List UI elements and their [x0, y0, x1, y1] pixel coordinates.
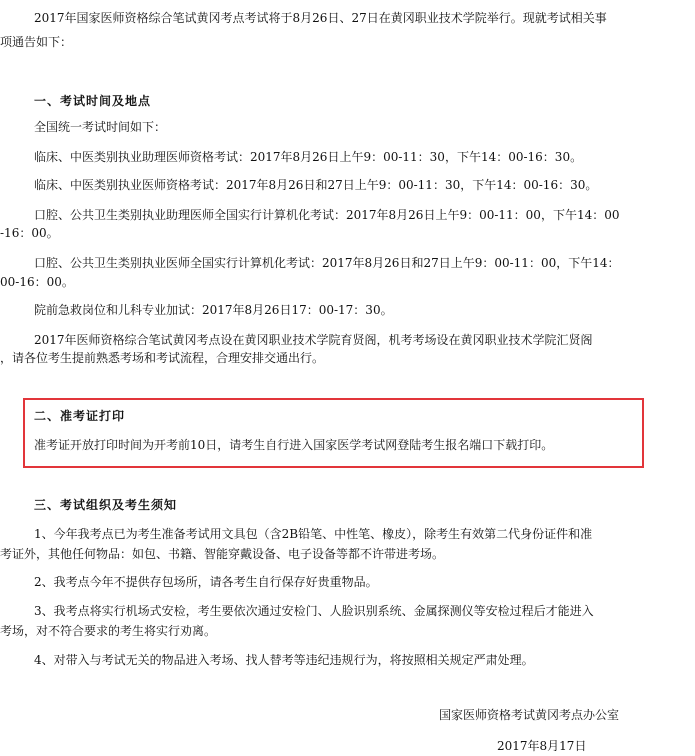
- signature-org: 国家医师资格考试黄冈考点办公室: [439, 708, 620, 722]
- section-2-heading: 二、准考证打印: [34, 409, 126, 423]
- section-3-item-1-line-2: 考证外，其他任何物品：如包、书籍、智能穿戴设备、电子设备等都不许带进考场。: [0, 547, 445, 561]
- section-1-item-1: 临床、中医类别执业助理医师资格考试：2017年8月26日上午9：00-11：30，下午14：00-16：30。: [34, 150, 583, 164]
- section-1-item-6-line-2: ，请各位考生提前熟悉考场和考试流程，合理安排交通出行。: [0, 351, 325, 365]
- section-1-item-4-line-2: 00-16：00。: [0, 275, 74, 289]
- section-1-item-2: 临床、中医类别执业医师资格考试：2017年8月26日和27日上午9：00-11：30，下午14：00-16：30。: [34, 178, 598, 192]
- section-3-heading: 三、考试组织及考生须知: [34, 498, 178, 512]
- section-2-item-1: 准考证开放打印时间为开考前10日，请考生自行进入国家医学考试网登陆考生报名端口下载打印。: [34, 438, 554, 452]
- section-3-item-2: 2、我考点今年不提供存包场所，请各考生自行保存好贵重物品。: [34, 575, 378, 589]
- section-3-item-3-line-1: 3、我考点将实行机场式安检，考生要依次通过安检门、人脸识别系统、金属探测仪等安检过程后才能进入: [34, 604, 594, 618]
- section-1-item-6-line-1: 2017年医师资格综合笔试黄冈考点设在黄冈职业技术学院育贤阁，机考考场设在黄冈职业技术学院汇贤阁: [34, 333, 593, 347]
- section-1-item-4-line-1: 口腔、公共卫生类别执业医师全国实行计算机化考试：2017年8月26日和27日上午9：00-11：00，下午14：: [34, 256, 620, 270]
- section-1-heading: 一、考试时间及地点: [34, 94, 152, 108]
- signature-date: 2017年8月17日: [497, 739, 587, 753]
- section-3-item-4: 4、对带入与考试无关的物品进入考场、找人替考等违纪违规行为，将按照相关规定严肃处理。: [34, 653, 534, 667]
- intro-line-1: 2017年国家医师资格综合笔试黄冈考点考试将于8月26日、27日在黄冈职业技术学院举行。现就考试相关事: [34, 11, 607, 25]
- section-3-item-3-line-2: 考场，对不符合要求的考生将实行劝离。: [0, 624, 217, 638]
- section-1-item-3-line-2: -16：00。: [0, 226, 59, 240]
- intro-line-2: 项通告如下：: [0, 35, 73, 49]
- section-1-intro: 全国统一考试时间如下：: [34, 120, 167, 134]
- section-1-item-3-line-1: 口腔、公共卫生类别执业助理医师全国实行计算机化考试：2017年8月26日上午9：00-11：00，下午14：00: [34, 208, 620, 222]
- section-1-item-5: 院前急救岗位和儿科专业加试：2017年8月26日17：00-17：30。: [34, 303, 393, 317]
- section-3-item-1-line-1: 1、今年我考点已为考生准备考试用文具包（含2B铅笔、中性笔、橡皮），除考生有效第二代身份证件和准: [34, 527, 593, 541]
